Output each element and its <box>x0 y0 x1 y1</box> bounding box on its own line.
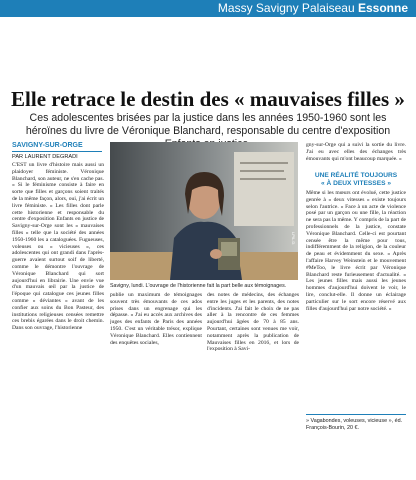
book-info-rule <box>306 414 406 415</box>
article-column-2: publie un maximum de témoignages souvent très émouvants de ces ados prises dans un engrenage qui les dépasse. « J'ai eu accès aux archives des juges des enfants de Paris des années 1950. C'est un véritable trésor, explique Véronique Blanchard. Elles contiennent des enquêtes sociales, <box>110 292 202 346</box>
header-gap <box>0 17 416 22</box>
photo-caption: Savigny, lundi. L'ouvrage de l'historienne fait la part belle aux témoignages. <box>110 283 287 289</box>
article-headline: Elle retrace le destin des « mauvaises filles » <box>11 87 405 111</box>
section-header-text <box>218 1 408 15</box>
kicker-rule <box>12 151 102 152</box>
subhead-line-2: « À DEUX VITESSES » <box>321 180 391 187</box>
photo-credit: LP/L.D. <box>291 232 296 246</box>
subhead-line-1: UNE RÉALITÉ TOUJOURS <box>314 172 398 179</box>
article-column-4-top: gny-sur-Orge qui a suivi la sortie du livre. J'ai eu avec elles des échanges très émouvants qui m'ont beaucoup marquée. » <box>306 142 406 162</box>
department-name: Essonne <box>357 1 408 15</box>
photo-illustration <box>110 142 298 280</box>
article-deck: Ces adolescentes brisées par la justice dans les années 1950-1960 sont les héroïnes du livre de Véronique Blanchard, responsable du centre d'exposition <box>25 112 391 137</box>
article-photo <box>110 142 298 280</box>
book-info: » Vagabondes, voleuses, vicieuse », éd. François-Bourin, 20 €. <box>306 418 403 431</box>
article-column-4-body: Même si les mœurs ont évolué, cette justice genrée à « deux vitesses » existe toujours selon l'autrice. « Face à un acte de violence posé par un garçon ou une fille, la réaction ne sera pas la même. Y compris de la part de professionnels de la justice, constate Véronique Blanchard. Celle-ci est pourtant censée être la même pour tous, indifféremment de la religion, de la couleur de peau et évidemment du sexe. » Après l'affaire Harvey Weinstein et le mouvement #MeToo, le livre écrit par Véronique Blanchard reste furieusement d'actualité. « Les jeunes filles mais aussi les jeunes hommes d'aujourd'hui doivent le voir, le lire, conclut-elle. Il donne un éclairage particulier sur le sort encore réservé aux filles d'aujourd'hui par notre société. » <box>306 190 406 312</box>
section-name: Massy Savigny Palaiseau <box>217 1 355 15</box>
article-column-1: C'EST un livre d'histoire mais aussi un plaidoyer féministe. Véronique Blanchard, son auteur, ne s'en cache pas. « Si le féminisme consiste à faire en sorte que filles et garçons soient traités de la même façon, alors, oui, j'ai écrit un livre féministe. » Les filles dont parle cette historienne et responsable du centre d'exposition Enfants en justice de Savigny-sur-Orge sont les « mauvaises filles » telle que la société des années 1950-1960 les a cataloguées. Fugueuses, voleuses ou « vicieuses », ces adolescentes qui ont grandi dans l'après-guerre avaient surtout soif de liberté, comme le démontre l'ouvrage de Véronique Blanchard qui sort aujourd'hui en librairie. Une envie vue d'un mauvais œil par la justice de l'époque qui catalogue ces jeunes filles comme « déviantes » avant de les confier aux soins du Bon Pasteur, des institutions religieuses censées remettre ces brebis égarées dans le droit chemin. Dans son ouvrage, l'historienne <box>12 162 104 332</box>
article-column-3: des notes de médecins, des échanges entre les juges et les parents, des notes d'incidents. J'ai fait le choix de ne pas aller à la rencontre de ces femmes aujourd'hui âgées de 70 à 85 ans. Pourtant, certaines sont venues me voir, notamment après la publication de Mauvaises filles en 2016, et lors de l'exposition à Savi- <box>207 292 299 353</box>
location-kicker: SAVIGNY-SUR-ORGE <box>12 142 83 149</box>
byline: PAR LAURENT DEGRADI <box>12 154 78 160</box>
